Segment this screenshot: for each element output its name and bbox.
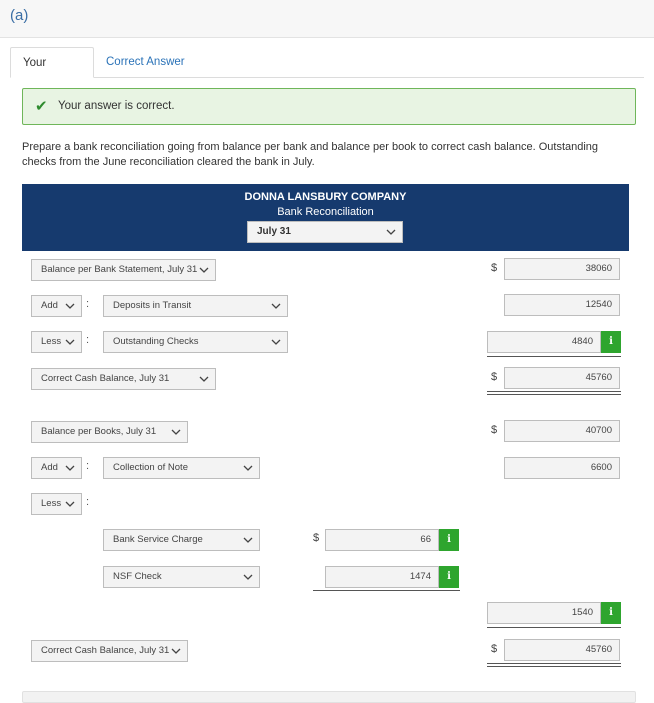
bank-less-item-label: Outstanding Checks: [113, 336, 199, 347]
book-less-item-2-select[interactable]: [103, 566, 260, 588]
book-correct-balance-label: Correct Cash Balance, July 31: [41, 645, 170, 656]
info-icon[interactable]: i: [439, 566, 459, 588]
chevron-down-icon: [171, 646, 181, 656]
book-correct-balance-amount[interactable]: 45760: [504, 639, 620, 661]
book-add-amount[interactable]: 6600: [504, 457, 620, 479]
bank-add-operator-select[interactable]: [31, 295, 82, 317]
chevron-down-icon: [243, 463, 253, 473]
tab-your-answer[interactable]: Your: [10, 47, 94, 78]
alert-message: Your answer is correct.: [58, 100, 175, 112]
date-select[interactable]: [247, 221, 403, 243]
company-name: DONNA LANSBURY COMPANY: [244, 191, 407, 203]
colon: :: [86, 298, 90, 310]
chevron-down-icon: [65, 463, 75, 473]
total-double-underline-bottom: [487, 394, 621, 395]
bank-less-operator-select[interactable]: [31, 331, 82, 353]
bank-add-operator: Add: [41, 300, 58, 311]
bank-add-amount[interactable]: 12540: [504, 294, 620, 316]
total-double-underline-bottom: [487, 666, 621, 667]
colon: :: [86, 460, 90, 472]
dollar-sign: $: [491, 262, 498, 274]
chevron-down-icon: [386, 227, 396, 237]
report-title: Bank Reconciliation: [277, 206, 374, 218]
book-less-operator: Less: [41, 498, 62, 509]
bank-add-item-select[interactable]: [103, 295, 288, 317]
dollar-sign: $: [491, 371, 498, 383]
subtotal-underline: [487, 627, 621, 628]
checkmark-icon: ✔: [35, 98, 48, 115]
chevron-down-icon: [65, 337, 75, 347]
bank-correct-balance-select[interactable]: [31, 368, 216, 390]
book-add-item-select[interactable]: [103, 457, 260, 479]
book-add-operator: Add: [41, 462, 58, 473]
book-less-item-1-amount[interactable]: 66: [325, 529, 439, 551]
chevron-down-icon: [65, 301, 75, 311]
bank-add-item-label: Deposits in Transit: [113, 300, 192, 311]
book-less-item-1-select[interactable]: [103, 529, 260, 551]
bank-less-amount[interactable]: 4840: [487, 331, 601, 353]
book-balance-label: Balance per Books, July 31: [41, 426, 157, 437]
success-alert: [22, 88, 636, 125]
chevron-down-icon: [271, 337, 281, 347]
total-double-underline-top: [487, 391, 621, 392]
bank-less-item-select[interactable]: [103, 331, 288, 353]
tab-correct-answer[interactable]: Correct Answer: [106, 56, 185, 68]
colon: :: [86, 334, 90, 346]
chevron-down-icon: [65, 499, 75, 509]
dollar-sign: $: [491, 424, 498, 436]
date-select-value: July 31: [257, 226, 291, 237]
book-add-item-label: Collection of Note: [113, 462, 188, 473]
bank-less-operator: Less: [41, 336, 62, 347]
book-balance-amount[interactable]: 40700: [504, 420, 620, 442]
book-less-total-amount[interactable]: 1540: [487, 602, 601, 624]
book-correct-balance-select[interactable]: [31, 640, 188, 662]
answer-tabs: [10, 47, 644, 78]
total-double-underline-top: [487, 663, 621, 664]
chevron-down-icon: [171, 427, 181, 437]
statement-header: [22, 184, 629, 251]
book-less-item-1-label: Bank Service Charge: [113, 534, 203, 545]
bank-correct-balance-label: Correct Cash Balance, July 31: [41, 373, 170, 384]
info-icon[interactable]: i: [439, 529, 459, 551]
subtotal-underline: [313, 590, 460, 591]
bank-balance-label: Balance per Bank Statement, July 31: [41, 264, 198, 275]
chevron-down-icon: [243, 535, 253, 545]
bank-balance-amount[interactable]: 38060: [504, 258, 620, 280]
book-less-item-2-label: NSF Check: [113, 571, 162, 582]
colon: :: [86, 496, 90, 508]
next-panel: [22, 691, 636, 703]
dollar-sign: $: [313, 532, 320, 544]
instructions-text: Prepare a bank reconciliation going from balance per bank and balance per book to correct cash balance. Outstanding checks from the June reconciliation cleared the bank in July.: [22, 141, 599, 168]
chevron-down-icon: [243, 572, 253, 582]
part-label: (a): [10, 7, 29, 24]
chevron-down-icon: [271, 301, 281, 311]
info-icon[interactable]: i: [601, 331, 621, 353]
subtotal-underline: [487, 356, 621, 357]
bank-balance-select[interactable]: [31, 259, 216, 281]
book-balance-select[interactable]: [31, 421, 188, 443]
book-less-operator-select[interactable]: [31, 493, 82, 515]
book-add-operator-select[interactable]: [31, 457, 82, 479]
book-less-item-2-amount[interactable]: 1474: [325, 566, 439, 588]
info-icon[interactable]: i: [601, 602, 621, 624]
dollar-sign: $: [491, 643, 498, 655]
top-bar: [0, 0, 654, 38]
chevron-down-icon: [199, 374, 209, 384]
chevron-down-icon: [199, 265, 209, 275]
bank-correct-balance-amount[interactable]: 45760: [504, 367, 620, 389]
